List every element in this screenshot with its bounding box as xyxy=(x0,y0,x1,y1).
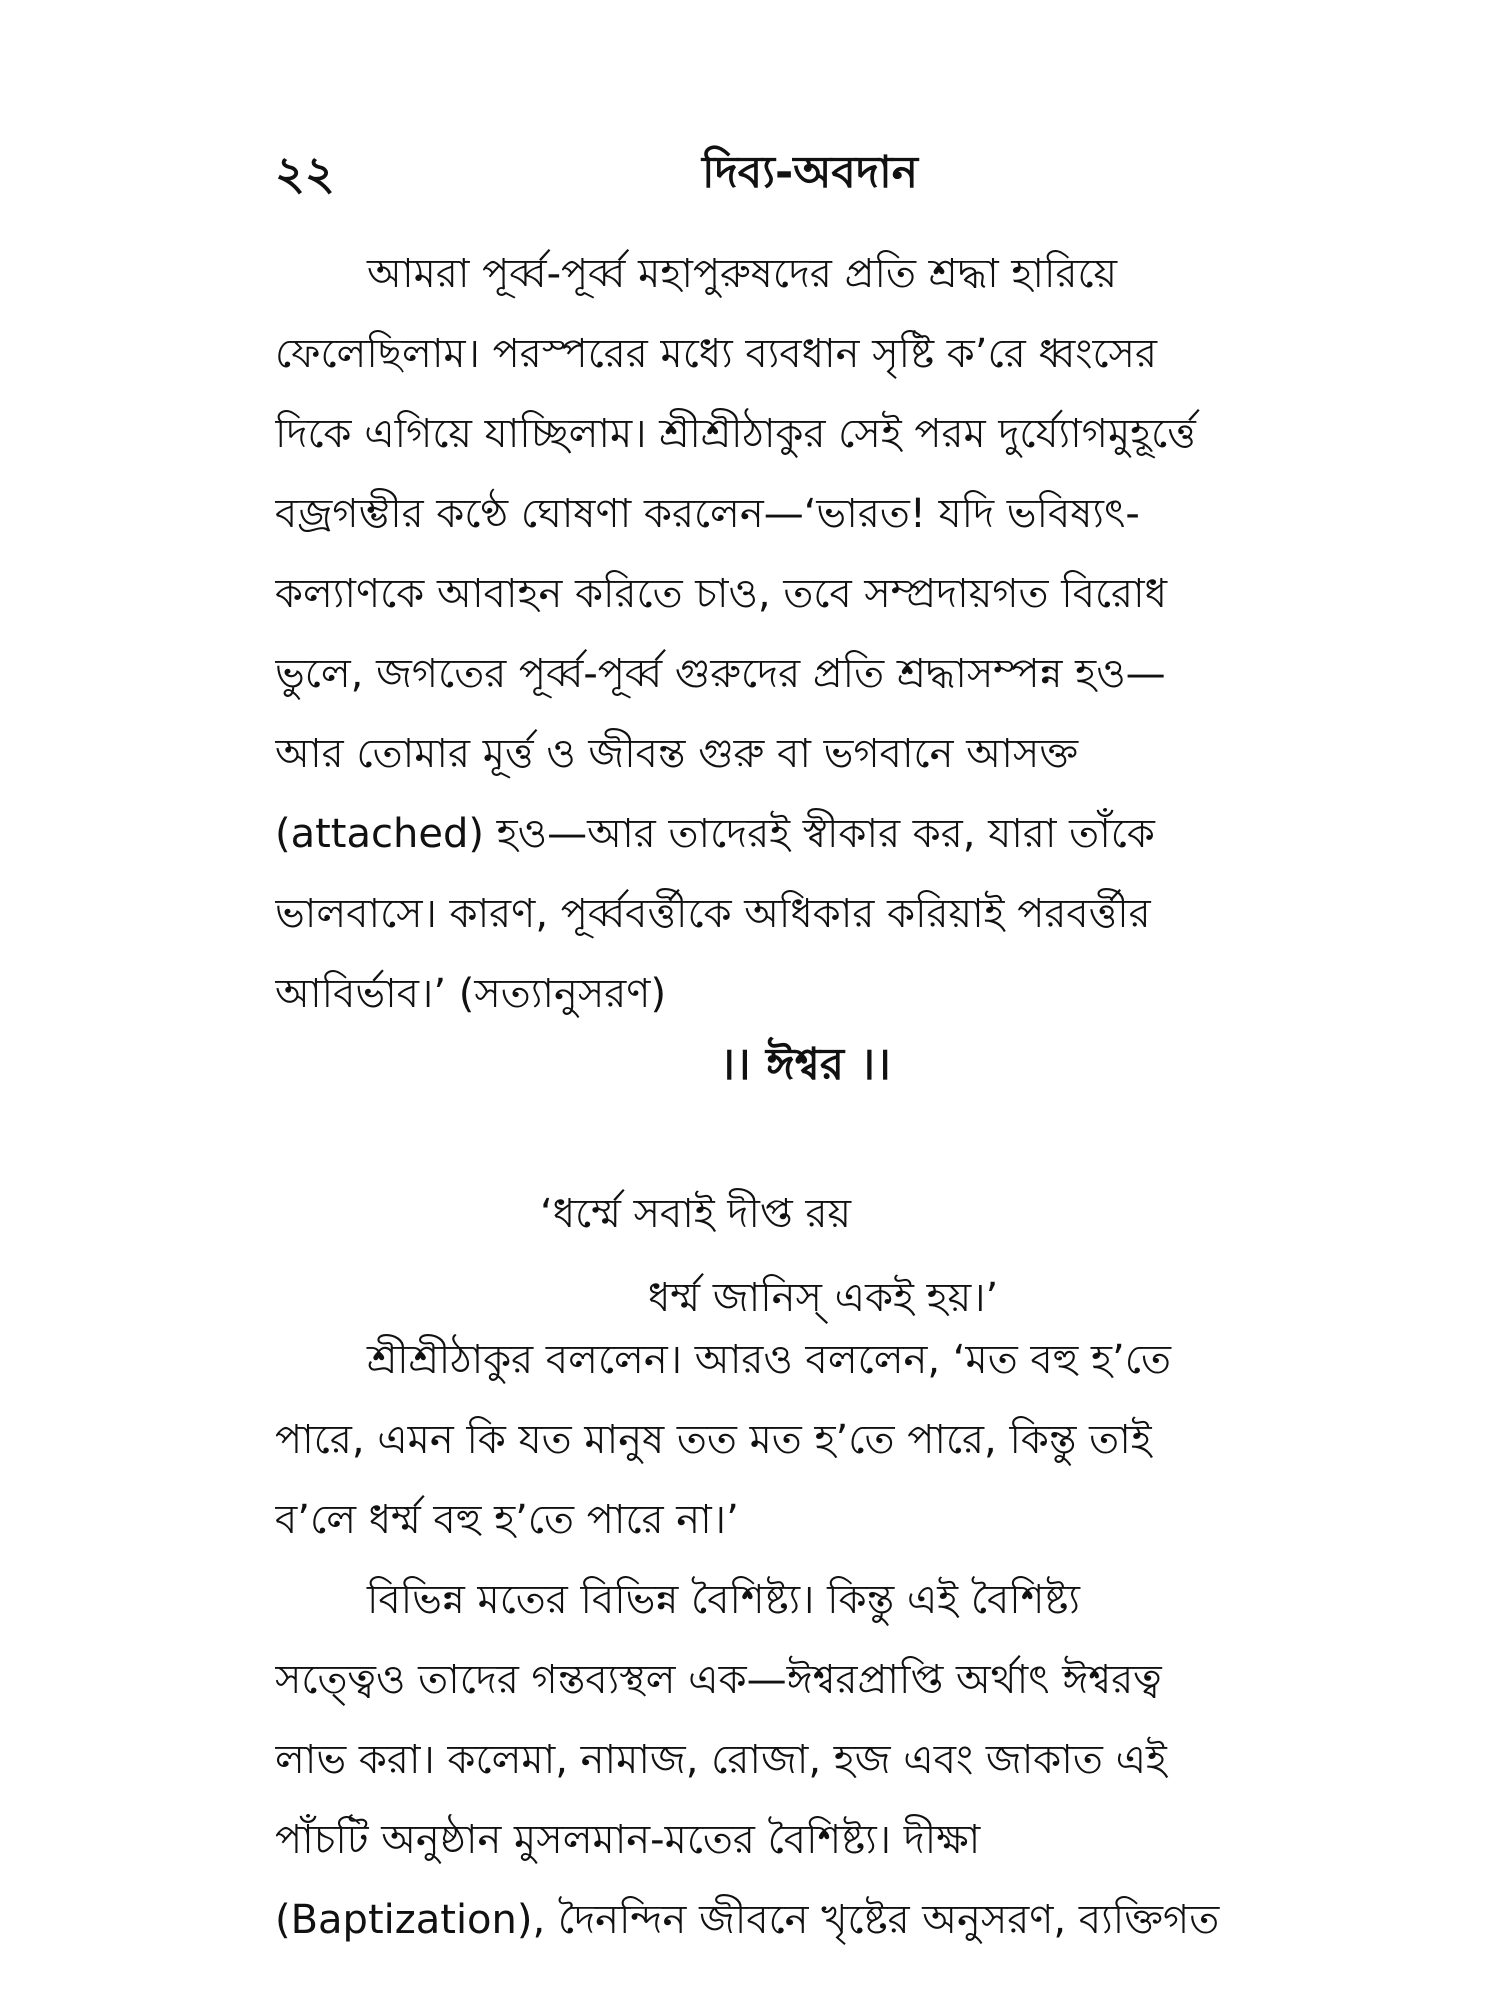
text-line: (Baptization), দৈনন্দিন জীবনে খৃষ্টের অনুসরণ, ব্যক্তিগত xyxy=(275,1897,1220,1943)
text-line: ফেলেছিলাম। পরস্পরের মধ্যে ব্যবধান সৃষ্টি ক’রে ধ্বংসের xyxy=(275,331,1157,377)
text-line: পারে, এমন কি যত মানুষ তত মত হ’তে পারে, কিন্তু তাই xyxy=(275,1417,1152,1463)
running-title: দিব্য-অবদান xyxy=(702,147,918,198)
text-line: শ্রীশ্রীঠাকুর বললেন। আরও বললেন, ‘মত বহু হ’তে xyxy=(367,1337,1171,1383)
body-paragraph xyxy=(275,1320,1265,1960)
text-line: সত্ত্বেও তাদের গন্তব্যস্থল এক—ঈশ্বরপ্রাপ্তি অর্থাৎ ঈশ্বরত্ব xyxy=(275,1657,1162,1703)
page-number: ২২ xyxy=(275,146,335,200)
text-line: ভালবাসে। কারণ, পূর্ব্ববর্ত্তীকে অধিকার করিয়াই পরবর্ত্তীর xyxy=(275,891,1151,937)
text-line: বজ্রগম্ভীর কণ্ঠে ঘোষণা করলেন—‘ভারত! যদি ভবিষ্যৎ- xyxy=(275,491,1140,537)
text-line: লাভ করা। কলেমা, নামাজ, রোজা, হজ এবং জাকাত এই xyxy=(275,1737,1167,1783)
text-line: পাঁচটি অনুষ্ঠান মুসলমান-মতের বৈশিষ্ট্য। দীক্ষা xyxy=(275,1817,981,1863)
text-line: কল্যাণকে আবাহন করিতে চাও, তবে সম্প্রদায়গত বিরোধ xyxy=(275,571,1168,617)
verse-quote xyxy=(540,1172,998,1340)
text-line: দিকে এগিয়ে যাচ্ছিলাম। শ্রীশ্রীঠাকুর সেই পরম দুর্য্যোগমুহূর্ত্তে xyxy=(275,411,1196,457)
text-line: আর তোমার মূর্ত্ত ও জীবন্ত গুরু বা ভগবানে আসক্ত xyxy=(275,731,1079,777)
text-line: আমরা পূর্ব্ব-পূর্ব্ব মহাপুরুষদের প্রতি শ্রদ্ধা হারিয়ে xyxy=(367,251,1118,297)
intro-paragraph xyxy=(275,234,1265,1034)
text-line: ব’লে ধর্ম্ম বহু হ’তে পারে না।’ xyxy=(275,1497,739,1543)
text-line: (attached) হও—আর তাদেরই স্বীকার কর, যারা তাঁকে xyxy=(275,811,1155,857)
text-line: ভুলে, জগতের পূর্ব্ব-পূর্ব্ব গুরুদের প্রতি শ্রদ্ধাসম্পন্ন হও— xyxy=(275,651,1166,697)
verse-line: ধর্ম্ম জানিস্ একই হয়।’ xyxy=(648,1275,999,1321)
verse-line: ‘ধর্ম্মে সবাই দীপ্ত রয় xyxy=(540,1191,852,1237)
page-header xyxy=(275,138,1265,208)
section-heading: ।। ঈশ্বর ।। xyxy=(719,1039,891,1090)
text-line: বিভিন্ন মতের বিভিন্ন বৈশিষ্ট্য। কিন্তু এই বৈশিষ্ট্য xyxy=(367,1577,1080,1623)
text-line: আবির্ভাব।’ (সত্যানুসরণ) xyxy=(275,971,667,1017)
